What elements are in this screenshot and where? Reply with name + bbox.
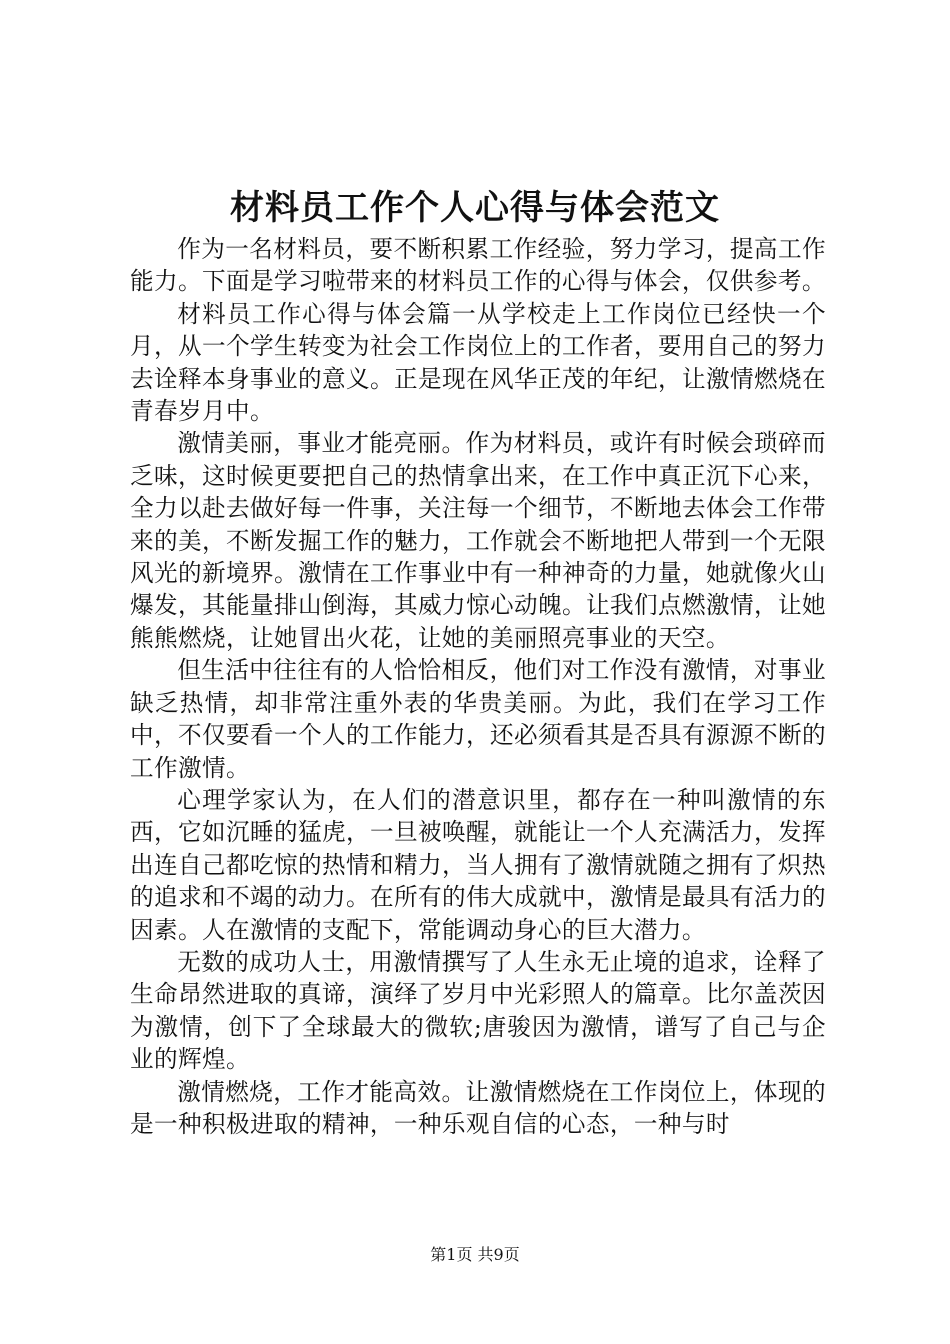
document-title: 材料员工作个人心得与体会范文 bbox=[230, 188, 720, 228]
document-body bbox=[130, 233, 826, 1140]
paragraph: 无数的成功人士，用激情撰写了人生永无止境的追求，诠释了生命昂然进取的真谛，演绎了岁月中光彩照人的篇章。比尔盖茨因为激情，创下了全球最大的微软;唐骏因为激情，谱写了自己与企业的辉煌。 bbox=[130, 947, 826, 1074]
page-footer: 第1页 共9页 bbox=[430, 1245, 520, 1264]
paragraph: 激情燃烧，工作才能高效。让激情燃烧在工作岗位上，体现的是一种积极进取的精神，一种乐观自信的心态，一种与时 bbox=[130, 1077, 826, 1138]
paragraph: 但生活中往往有的人恰恰相反，他们对工作没有激情，对事业缺乏热情，却非常注重外表的华贵美丽。为此，我们在学习工作中，不仅要看一个人的工作能力，还必须看其是否具有源源不断的工作激情。 bbox=[130, 656, 826, 782]
paragraph: 材料员工作心得与体会篇一从学校走上工作岗位已经快一个月，从一个学生转变为社会工作岗位上的工作者，要用自己的努力去诠释本身事业的意义。正是现在风华正茂的年纪，让激情燃烧在青春岁月中。 bbox=[130, 299, 826, 426]
paragraph: 心理学家认为，在人们的潜意识里，都存在一种叫激情的东西，它如沉睡的猛虎，一旦被唤醒，就能让一个人充满活力，发挥出连自己都吃惊的热情和精力，当人拥有了激情就随之拥有了炽热的追求和不竭的动力。在所有的伟大成就中，激情是最具有活力的因素。人在激情的支配下，常能调动身心的巨大潜力。 bbox=[130, 785, 826, 944]
paragraph: 作为一名材料员，要不断积累工作经验，努力学习，提高工作能力。下面是学习啦带来的材料员工作的心得与体会，仅供参考。 bbox=[130, 235, 826, 296]
paragraph: 激情美丽，事业才能亮丽。作为材料员，或许有时候会琐碎而乏味，这时候更要把自己的热情拿出来，在工作中真正沉下心来，全力以赴去做好每一件事，关注每一个细节，不断地去体会工作带来的美，不断发掘工作的魅力，工作就会不断地把人带到一个无限风光的新境界。激情在工作事业中有一种神奇的力量，她就像火山爆发，其能量排山倒海，其威力惊心动魄。让我们点燃激情，让她熊熊燃烧，让她冒出火花，让她的美丽照亮事业的天空。 bbox=[130, 429, 826, 652]
